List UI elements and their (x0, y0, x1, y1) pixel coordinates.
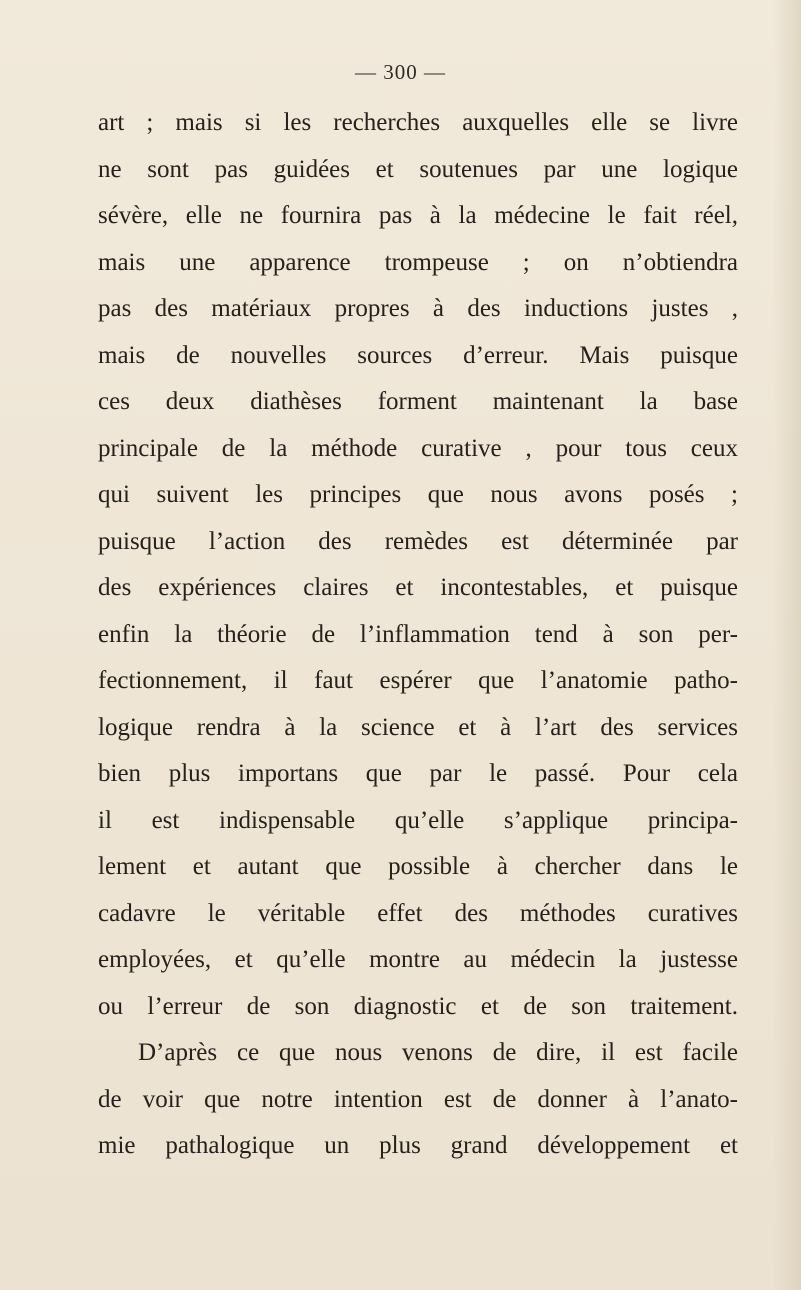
text-line: mais de nouvelles sources d’erreur. Mais puisque (98, 341, 738, 369)
text-line: mie pathalogique un plus grand développement et (98, 1132, 738, 1159)
text-line: logique rendra à la science et à l’art des services (98, 713, 738, 741)
text-line: sévère, elle ne fournira pas à la médecine le fait réel, (98, 202, 738, 229)
page-number: — 300 — (355, 60, 446, 84)
text-line: principale de la méthode curative , pour tous ceux (98, 434, 738, 462)
text-line-paragraph-start: D’après ce que nous venons de dire, il est facile (138, 1039, 738, 1066)
text-line: ne sont pas guidées et soutenues par une logique (98, 155, 738, 183)
body-text (98, 100, 738, 1170)
page-edge-shadow (773, 0, 801, 1290)
text-line: des expériences claires et incontestables, et puisque (98, 574, 738, 601)
text-line: bien plus importans que par le passé. Pour cela (98, 760, 738, 787)
text-line: cadavre le véritable effet des méthodes curatives (98, 899, 738, 927)
text-line: enfin la théorie de l’inflammation tend à son per- (98, 620, 738, 648)
text-line: ces deux diathèses forment maintenant la base (98, 388, 738, 415)
text-line: il est indispensable qu’elle s’applique principa- (98, 806, 738, 834)
text-line: ou l’erreur de son diagnostic et de son traitement. (98, 992, 738, 1020)
text-line: puisque l’action des remèdes est déterminée par (98, 527, 738, 555)
text-line: employées, et qu’elle montre au médecin la justesse (98, 946, 738, 973)
text-line: lement et autant que possible à chercher dans le (98, 853, 738, 880)
text-line: mais une apparence trompeuse ; on n’obtiendra (98, 248, 738, 276)
text-line: art ; mais si les recherches auxquelles elle se livre (98, 109, 738, 136)
text-line: qui suivent les principes que nous avons posés ; (98, 481, 738, 508)
text-line: de voir que notre intention est de donner à l’anato- (98, 1085, 738, 1113)
text-line: fectionnement, il faut espérer que l’anatomie patho- (98, 667, 738, 694)
text-line: pas des matériaux propres à des inductions justes , (98, 295, 738, 322)
